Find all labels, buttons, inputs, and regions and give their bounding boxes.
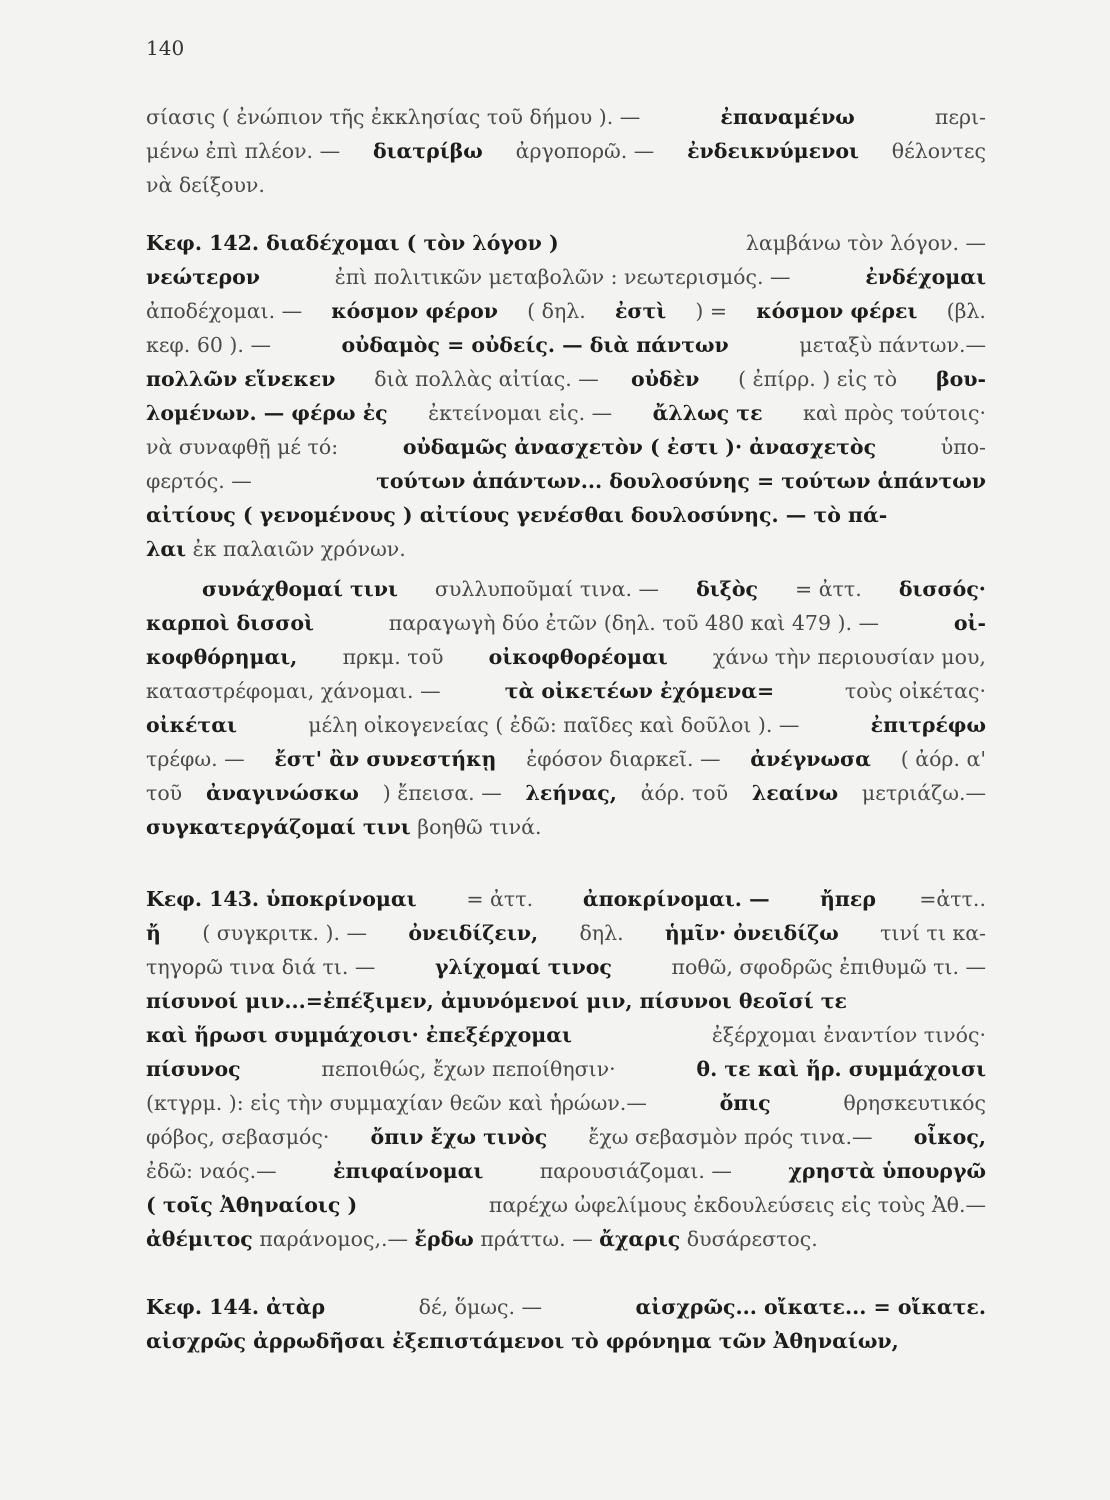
headword: οὐδὲν	[631, 367, 700, 391]
gloss: (βλ.	[940, 299, 986, 323]
headword: πίσυνος	[146, 1057, 241, 1081]
gloss: θέλοντες	[885, 139, 986, 163]
headword: πίσυνοί μιν...=ἐπέξιμεν, ἀμυνόμενοί μιν, πίσυνοι θεοῖσί τε	[146, 989, 848, 1013]
gloss: μεταξὺ πάντων.—	[792, 333, 986, 357]
gloss: κεφ. 60 ). —	[146, 333, 278, 357]
text-line	[146, 1018, 986, 1052]
gloss: καὶ πρὸς τούτοις·	[796, 401, 986, 425]
headword: τούτων ἁπάντων... δουλοσύνης = τούτων ἁπάντων	[376, 469, 986, 493]
gloss: φερτός. —	[146, 469, 259, 493]
text-line	[146, 572, 986, 606]
text-line	[146, 984, 986, 1018]
gloss: ( δηλ.	[520, 299, 593, 323]
headword: Κεφ. 143. ὑποκρίνομαι	[146, 887, 417, 911]
gloss: ἐπὶ πολιτικῶν μεταβολῶν : νεωτερισμός. —	[328, 265, 798, 289]
text-line	[146, 742, 986, 776]
text-line	[146, 674, 986, 708]
text-line	[146, 950, 986, 984]
paragraph	[146, 1290, 986, 1358]
headword: ἀνέγνωσα	[750, 747, 871, 771]
text-line	[146, 1222, 986, 1256]
gloss: = ἀττ.	[459, 887, 540, 911]
headword: αἰτίους ( γενομένους ) αἰτίους γενέσθαι δουλοσύνης. — τὸ πά-	[146, 503, 888, 527]
gloss: δυσάρεστος.	[680, 1227, 818, 1251]
headword: αἰσχρῶς ἀρρωδῆσαι ἐξεπιστάμενοι τὸ φρόνημα τῶν Ἀθηναίων,	[146, 1329, 899, 1353]
gloss: ἀόρ. τοῦ	[634, 781, 735, 805]
headword: οἰκοφθορέομαι	[488, 645, 668, 669]
text-line	[146, 1324, 986, 1358]
headword: οἶκος,	[913, 1125, 986, 1149]
gloss: δέ, ὅμως. —	[412, 1295, 549, 1319]
gloss: ἀποδέχομαι. —	[146, 299, 309, 323]
gloss: παράνομος,.—	[252, 1227, 415, 1251]
text-line	[146, 464, 986, 498]
headword: ὀνειδίζειν,	[408, 921, 539, 945]
text-line	[146, 1052, 986, 1086]
headword: ἐπιτρέφω	[870, 713, 986, 737]
gloss: βοηθῶ τινά.	[410, 815, 542, 839]
gloss: ἐκτείνομαι εἰς. —	[421, 401, 619, 425]
gloss: ( ἐπίρρ. ) εἰς τὸ	[731, 367, 904, 391]
headword: αἰσχρῶς... οἴκατε... = οἴκατε.	[635, 1295, 986, 1319]
headword: συγκατεργάζομαί τινι	[146, 815, 411, 839]
headword: δισσός·	[898, 577, 986, 601]
gloss: ( ἀόρ. α'	[894, 747, 986, 771]
gloss: ἐξέρχομαι ἐναντίον τινός·	[705, 1023, 986, 1047]
gloss: ἔχω σεβασμὸν πρός τινα.—	[581, 1125, 880, 1149]
headword: ἐστὶ	[614, 299, 667, 323]
headword: πολλῶν εἵνεκεν	[146, 367, 336, 391]
text-line	[146, 226, 986, 260]
text-line	[146, 396, 986, 430]
gloss: ἀργοπορῶ. —	[509, 139, 661, 163]
headword: ἀποκρίνομαι. —	[582, 887, 770, 911]
headword: ἄχαρις	[599, 1227, 681, 1251]
text-line	[146, 708, 986, 742]
gloss: χάνω τὴν περιουσίαν μου,	[706, 645, 986, 669]
text-line	[146, 294, 986, 328]
gloss: παρουσιάζομαι. —	[533, 1159, 739, 1183]
headword: ἤ	[146, 921, 161, 945]
headword: ἔρδω	[414, 1227, 474, 1251]
text-line	[146, 1120, 986, 1154]
headword: ἤπερ	[812, 887, 876, 911]
headword: κοφθόρημαι,	[146, 645, 298, 669]
headword: λεαίνω	[751, 781, 839, 805]
headword: οὐδαμὸς = οὐδείς. — διὰ πάντων	[341, 333, 729, 357]
gloss: τρέφω. —	[146, 747, 252, 771]
headword: θ. τε καὶ ἥρ. συμμάχοισι	[696, 1057, 986, 1081]
headword: ἄλλως τε	[652, 401, 763, 425]
gloss: σίασις ( ἐνώπιον τῆς ἐκκλησίας τοῦ δήμου ). —	[146, 105, 647, 129]
gloss: τινί τι κα-	[873, 921, 986, 945]
text-line	[146, 606, 986, 640]
gloss: τηγορῶ τινα διά τι. —	[146, 955, 382, 979]
headword: λεήνας,	[525, 781, 617, 805]
gloss: τοὺς οἰκέτας·	[838, 679, 986, 703]
text-line	[146, 362, 986, 396]
paragraph	[146, 572, 986, 844]
headword: διατρίβω	[372, 139, 483, 163]
text-line	[146, 328, 986, 362]
gloss: ) ἔπεισα. —	[376, 781, 509, 805]
headword: ἔστ' ἂν συνεστήκῃ	[274, 747, 497, 771]
gloss: μέλη οἰκογενείας ( ἐδῶ: παῖδες καὶ δοῦλοι ). —	[301, 713, 806, 737]
headword: βου-	[935, 367, 986, 391]
text-line	[146, 1290, 986, 1324]
text-line	[146, 810, 986, 844]
headword: ἐπαναμένω	[720, 105, 855, 129]
gloss: περι-	[928, 105, 986, 129]
headword: οἰ-	[953, 611, 986, 635]
gloss: πράττω. —	[473, 1227, 600, 1251]
text-line	[146, 100, 986, 134]
paragraph	[146, 226, 986, 566]
headword: κόσμον φέρει	[756, 299, 918, 323]
gloss: φόβος, σεβασμός·	[146, 1125, 336, 1149]
headword: ( τοῖς Ἀθηναίοις )	[146, 1193, 358, 1217]
paragraph	[146, 100, 986, 202]
page-number: 140	[146, 36, 185, 60]
text-line	[146, 640, 986, 674]
text-line	[146, 168, 986, 202]
headword: καρποὶ δισσοὶ	[146, 611, 314, 635]
text-line	[146, 430, 986, 464]
gloss: ἐκ παλαιῶν χρόνων.	[186, 537, 406, 561]
gloss: διὰ πολλὰς αἰτίας. —	[367, 367, 599, 391]
gloss: =ἀττ..	[919, 887, 986, 911]
headword: ἀναγινώσκω	[205, 781, 359, 805]
text-line	[146, 776, 986, 810]
headword: ἀθέμιτος	[146, 1227, 253, 1251]
gloss: ἐδῶ: ναός.—	[146, 1159, 284, 1183]
headword: λομένων. — φέρω ἐς	[146, 401, 388, 425]
text-line	[146, 1188, 986, 1222]
text-line	[146, 532, 986, 566]
headword: ἐπιφαίνομαι	[333, 1159, 484, 1183]
gloss: τοῦ	[146, 781, 189, 805]
gloss: ὑπο-	[934, 435, 986, 459]
gloss: ( συγκριτκ. ). —	[195, 921, 374, 945]
headword: χρηστὰ ὑπουργῶ	[788, 1159, 986, 1183]
headword: οἰκέται	[146, 713, 237, 737]
headword: ὄπις	[719, 1091, 771, 1115]
headword: Κεφ. 144. ἀτὰρ	[146, 1295, 326, 1319]
text-line	[146, 134, 986, 168]
headword: λαι	[146, 537, 187, 561]
gloss: παρέχω ὠφελίμους ἐκδουλεύσεις εἰς τοὺς Ἀθ.—	[482, 1193, 986, 1217]
headword: ὄπιν ἔχω τινὸς	[370, 1125, 548, 1149]
gloss: μετριάζω.—	[855, 781, 986, 805]
headword: Κεφ. 142. διαδέχομαι ( τὸν λόγον )	[146, 231, 559, 255]
text-line	[146, 916, 986, 950]
headword: διξὸς	[696, 577, 758, 601]
headword: οὐδαμῶς ἀνασχετὸν ( ἐστι )· ἀνασχετὸς	[402, 435, 877, 459]
paragraph	[146, 882, 986, 1256]
text-line	[146, 260, 986, 294]
gloss: νὰ δείξουν.	[146, 173, 265, 197]
gloss: παραγωγὴ δύο ἐτῶν (δηλ. τοῦ 480 καὶ 479 ). —	[382, 611, 886, 635]
gloss: πρκμ. τοῦ	[336, 645, 450, 669]
gloss: = ἀττ.	[788, 577, 869, 601]
text-line	[146, 1086, 986, 1120]
gloss: ποθῶ, σφοδρῶς ἐπιθυμῶ τι. —	[664, 955, 986, 979]
headword: γλίχομαί τινος	[434, 955, 612, 979]
gloss: θρησκευτικός	[836, 1091, 986, 1115]
gloss: νὰ συναφθῇ μέ τό:	[146, 435, 345, 459]
gloss: ) =	[688, 299, 734, 323]
gloss: πεποιθώς, ἔχων πεποίθησιν·	[314, 1057, 623, 1081]
gloss: καταστρέφομαι, χάνομαι. —	[146, 679, 441, 703]
headword: συνάχθομαί τινι	[202, 577, 398, 601]
headword: καὶ ἥρωσι συμμάχοισι· ἐπεξέρχομαι	[146, 1023, 572, 1047]
text-line	[146, 498, 986, 532]
text-line	[146, 882, 986, 916]
headword: τὰ οἰκετέων ἐχόμενα=	[504, 679, 775, 703]
headword: ἐνδεικνύμενοι	[687, 139, 859, 163]
gloss: δηλ.	[572, 921, 631, 945]
headword: νεώτερον	[146, 265, 260, 289]
headword: ἡμῖν· ὀνειδίζω	[664, 921, 839, 945]
gloss: ἐφόσον διαρκεῖ. —	[519, 747, 728, 771]
gloss: μένω ἐπὶ πλέον. —	[146, 139, 347, 163]
gloss: συλλυποῦμαί τινα. —	[428, 577, 666, 601]
headword: ἐνδέχομαι	[865, 265, 986, 289]
headword: κόσμον φέρον	[331, 299, 498, 323]
gloss: (κτγρμ. ): εἰς τὴν συμμαχίαν θεῶν καὶ ἡρώων.—	[146, 1091, 654, 1115]
gloss: λαμβάνω τὸν λόγον. —	[739, 231, 986, 255]
text-line	[146, 1154, 986, 1188]
